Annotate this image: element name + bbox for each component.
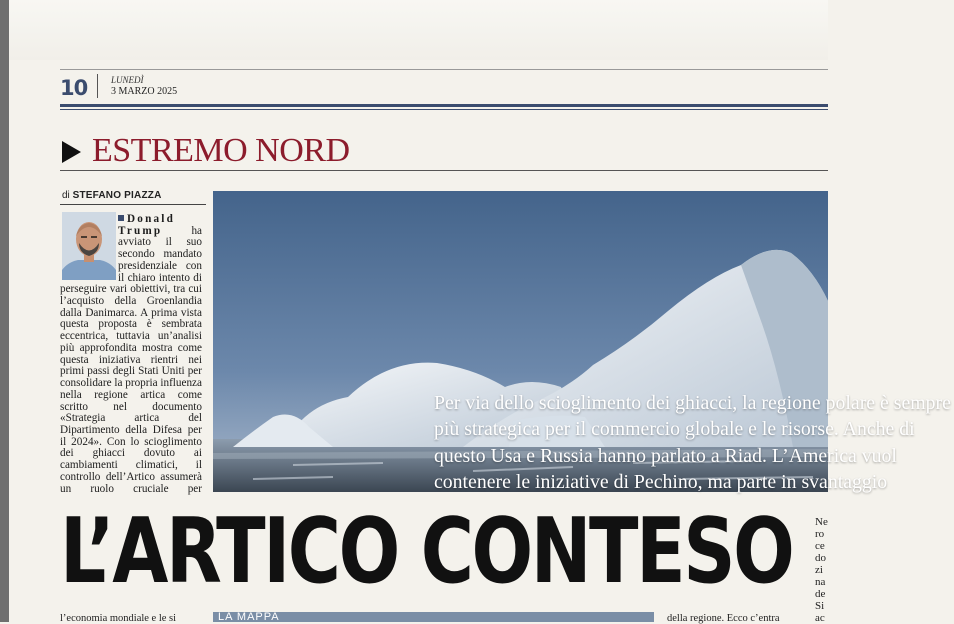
right-column-line: na: [815, 576, 826, 588]
right-column-line: ro: [815, 528, 825, 540]
right-column-fragment: [815, 516, 828, 624]
header-day: LUNEDÌ: [111, 75, 144, 85]
section-title: ESTREMO NORD: [92, 132, 350, 169]
byline-author: STEFANO PIAZZA: [72, 190, 162, 201]
header-date: 3 MARZO 2025: [111, 86, 178, 97]
byline: [62, 190, 162, 201]
right-column-line: Ne: [815, 516, 828, 528]
article-lead: Donald Trump: [118, 213, 176, 237]
header-rule-thin: [60, 109, 828, 110]
byline-prefix: di: [62, 190, 70, 201]
article-continuation-right: della regione. Ecco c’entra: [667, 613, 780, 624]
right-column-line: do: [815, 552, 826, 564]
byline-rule: [60, 204, 206, 205]
lead-square-icon: [118, 215, 124, 221]
header-separator: [97, 74, 98, 98]
article-body-text: ha avviato il suo secondo mandato presidenziale con il chiaro intento di perseguire vari obiettivi, tra cui l’acquisto della Groenlandia dalla Danimarca. A prima vista questa proposta è sembrata eccentrica, tuttavia un’analisi più approfondita mostra come questa iniziativa rientri nei primi passi degli Stati Uniti per consolidare la propria influenza nella regione artica come scritto nel documento «Strategia artica del Dipartimento della Difesa per il 2024». Con lo scioglimento dei ghiacci dovuto ai cambiamenti climatici, il controllo dell’Artico assumerà un ruolo cruciale per: [60, 224, 202, 495]
photo-deck: Per via dello scioglimento dei ghiacci, la regione polare è sempre più strategica per il commercio globale e le risorse. Anche di questo Usa e Russia hanno parlato a Riad. L’America vuol contenere le iniziative di Pechino, ma parte in svantaggio: [434, 392, 951, 493]
map-label: LA MAPPA: [218, 611, 280, 623]
hero-photo: [213, 191, 951, 493]
section-arrow-icon: [62, 141, 81, 163]
page-binding-edge: [0, 0, 9, 622]
page-number: 10: [60, 76, 88, 100]
right-column-line: Si: [815, 600, 825, 612]
header-rule: [60, 104, 828, 107]
photo-float-spacer: [60, 214, 118, 282]
article-continuation-left: l’economia mondiale e le si: [60, 613, 177, 624]
main-headline: L’ARTICO CONTESO: [60, 499, 793, 604]
article-body: [60, 214, 202, 495]
header-top-line: [60, 69, 828, 70]
right-column-line: zi: [815, 564, 823, 576]
right-column-line: de: [815, 588, 826, 600]
right-column-line: ac: [815, 612, 825, 624]
section-rule: [60, 170, 828, 171]
page-top-margin: [0, 0, 828, 60]
right-column-line: ce: [815, 540, 825, 552]
